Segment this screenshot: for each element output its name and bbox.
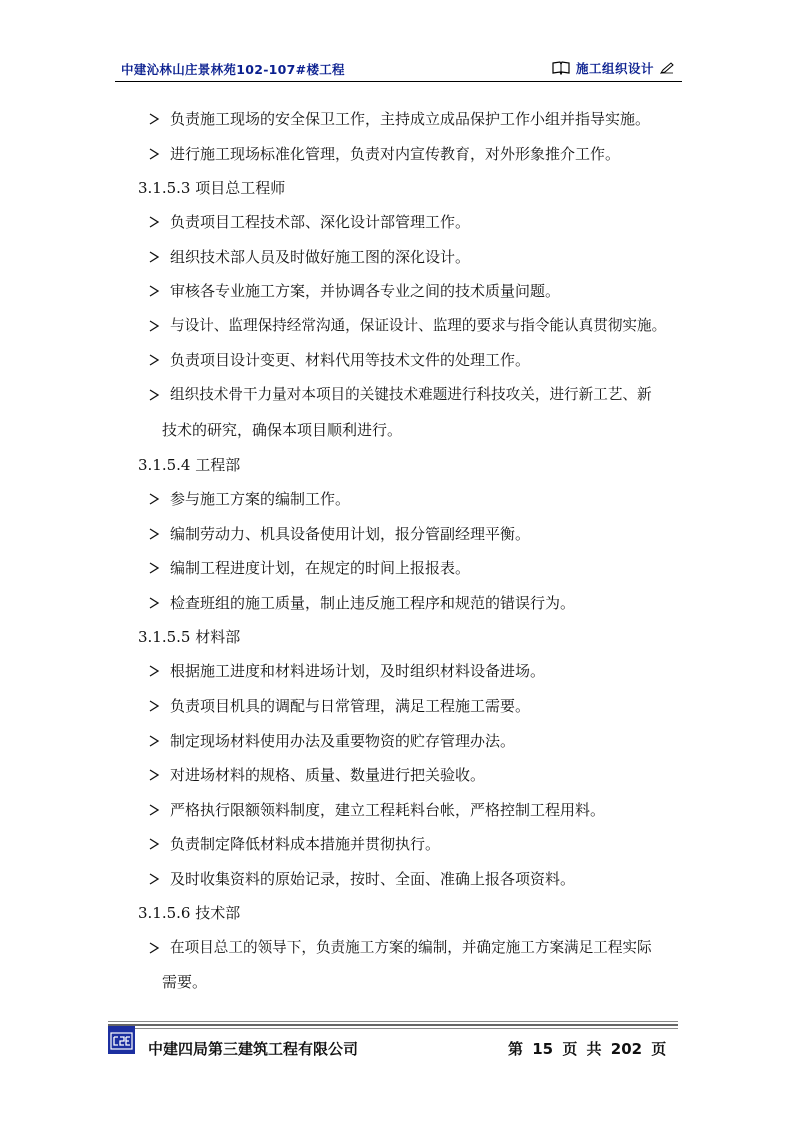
list-item: 负责项目设计变更、材料代用等技术文件的处理工作。 <box>170 351 531 369</box>
arrow-bullet-icon <box>147 350 161 370</box>
arrow-bullet-icon <box>147 524 161 544</box>
arrow-bullet-icon <box>147 558 161 578</box>
arrow-bullet-icon <box>147 938 161 958</box>
list-item: 与设计、监理保持经常沟通，保证设计、监理的要求与指令能认真贯彻实施。 <box>170 317 667 334</box>
section-heading: 3.1.5.4 工程部 <box>138 456 241 474</box>
list-item-continuation: 技术的研究，确保本项目顺利进行。 <box>162 421 403 439</box>
footer-rule <box>108 1021 678 1022</box>
header-rule <box>115 81 682 82</box>
arrow-bullet-icon <box>147 109 161 129</box>
arrow-bullet-icon <box>147 696 161 716</box>
pen-icon <box>660 62 674 74</box>
section-heading: 3.1.5.5 材料部 <box>138 628 241 646</box>
arrow-bullet-icon <box>147 834 161 854</box>
list-item: 审核各专业施工方案，并协调各专业之间的技术质量问题。 <box>170 282 561 300</box>
list-item: 在项目总工的领导下，负责施工方案的编制，并确定施工方案满足工程实际 <box>170 939 652 956</box>
arrow-bullet-icon <box>147 661 161 681</box>
list-item: 参与施工方案的编制工作。 <box>170 490 351 508</box>
list-item-continuation: 需要。 <box>162 973 208 991</box>
arrow-bullet-icon <box>147 281 161 301</box>
arrow-bullet-icon <box>147 489 161 509</box>
list-item: 负责项目工程技术部、深化设计部管理工作。 <box>170 213 471 231</box>
list-item: 对进场材料的规格、质量、数量进行把关验收。 <box>170 766 486 784</box>
project-title: 中建沁林山庄景林苑102-107#楼工程 <box>121 62 345 77</box>
list-item: 组织技术骨干力量对本项目的关键技术难题进行科技攻关，进行新工艺、新 <box>170 386 652 403</box>
arrow-bullet-icon <box>147 731 161 751</box>
arrow-bullet-icon <box>147 385 161 405</box>
list-item: 编制工程进度计划，在规定的时间上报报表。 <box>170 559 471 577</box>
arrow-bullet-icon <box>147 800 161 820</box>
arrow-bullet-icon <box>147 212 161 232</box>
section-heading: 3.1.5.6 技术部 <box>138 904 241 922</box>
doc-title: 施工组织设计 <box>575 61 654 76</box>
arrow-bullet-icon <box>147 593 161 613</box>
doc-title-group <box>552 59 674 77</box>
section-heading: 3.1.5.3 项目总工程师 <box>138 179 286 197</box>
list-item: 严格执行限额领料制度，建立工程耗料台帐，严格控制工程用料。 <box>170 801 606 819</box>
list-item: 负责制定降低材料成本措施并贯彻执行。 <box>170 835 441 853</box>
list-item: 检查班组的施工质量，制止违反施工程序和规范的错误行为。 <box>170 594 576 612</box>
company-logo-icon <box>108 1026 135 1054</box>
footer-rule <box>108 1024 678 1026</box>
arrow-bullet-icon <box>147 144 161 164</box>
arrow-bullet-icon <box>147 869 161 889</box>
list-item: 制定现场材料使用办法及重要物资的贮存管理办法。 <box>170 732 516 750</box>
arrow-bullet-icon <box>147 247 161 267</box>
list-item: 编制劳动力、机具设备使用计划，报分管副经理平衡。 <box>170 525 531 543</box>
arrow-bullet-icon <box>147 765 161 785</box>
company-name: 中建四局第三建筑工程有限公司 <box>148 1040 359 1058</box>
list-item: 根据施工进度和材料进场计划，及时组织材料设备进场。 <box>170 662 546 680</box>
list-item: 及时收集资料的原始记录，按时、全面、准确上报各项资料。 <box>170 870 576 888</box>
arrow-bullet-icon <box>147 316 161 336</box>
book-icon <box>552 61 570 75</box>
list-item: 进行施工现场标准化管理，负责对内宣传教育，对外形象推介工作。 <box>170 145 621 163</box>
page-number: 第 15 页 共 202 页 <box>508 1040 667 1058</box>
list-item: 组织技术部人员及时做好施工图的深化设计。 <box>170 248 471 266</box>
list-item: 负责项目机具的调配与日常管理，满足工程施工需要。 <box>170 697 531 715</box>
list-item: 负责施工现场的安全保卫工作，主持成立成品保护工作小组并指导实施。 <box>170 110 651 128</box>
footer-rule <box>108 1028 678 1029</box>
page-header <box>115 58 682 80</box>
